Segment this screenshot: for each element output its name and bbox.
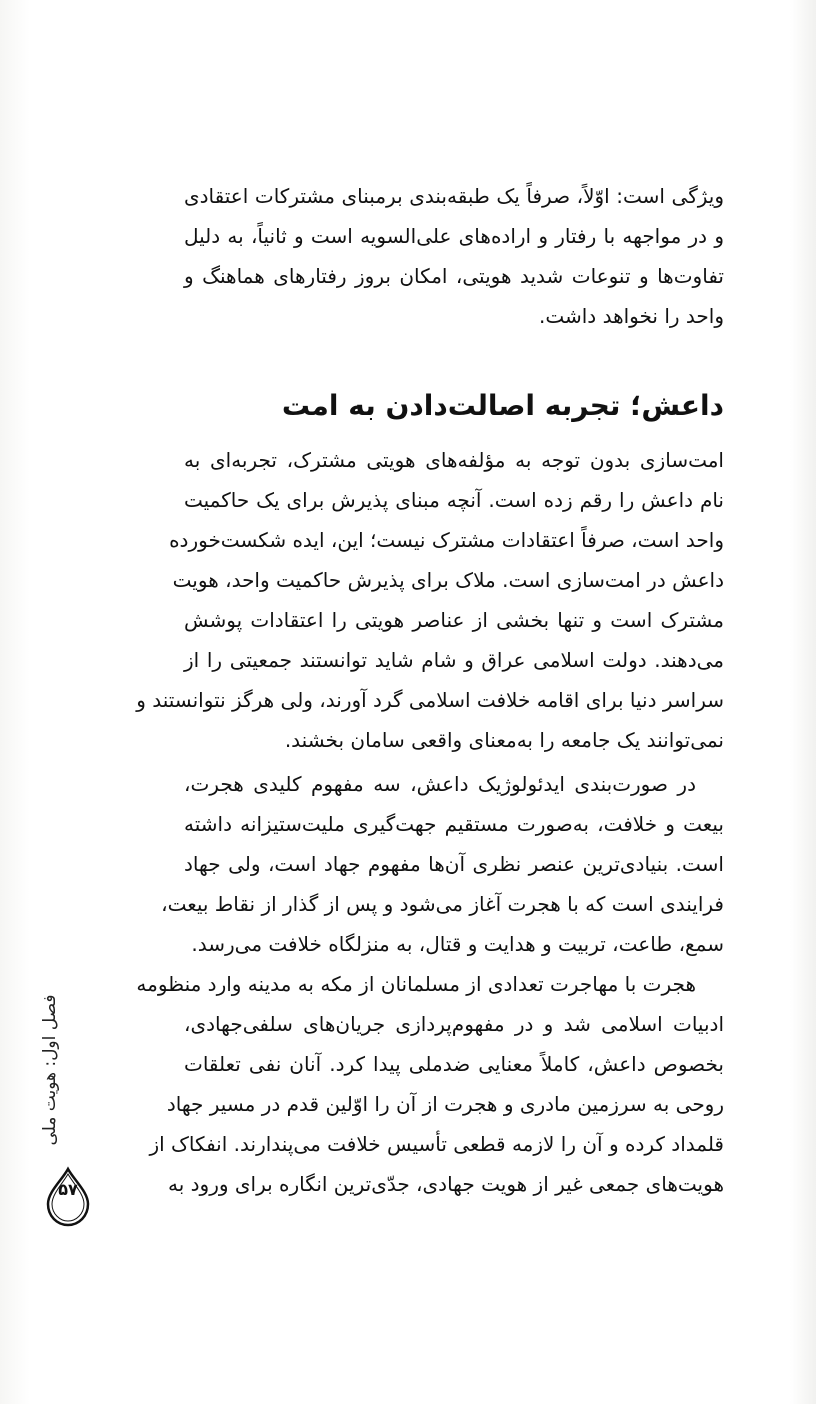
text-line: تفاوت‌ها و تنوعات شدید هویتی، امکان بروز رفتارهای هماهنگ و [184,264,724,288]
text-line: امت‌سازی بدون توجه به مؤلفه‌های هویتی مشترک، تجربه‌ای به [184,448,724,472]
text-line: نام داعش را رقم زده است. آنچه مبنای پذیرش برای یک حاکمیت [184,488,724,512]
paragraph-intro [184,176,724,336]
section-heading: داعش؛ تجربه اصالت‌دادن به امت [281,389,724,422]
text-line: بخصوص داعش، کاملاً معنایی ضدملی پیدا کرد. آنان نفی تعلقات [184,1052,724,1076]
text-line: روحی به سرزمین مادری و هجرت از آن را اوّلین قدم در مسیر جهاد [166,1092,724,1116]
text-line: هجرت با مهاجرت تعدادی از مسلمانان از مکه به مدینه وارد منظومه [136,972,696,996]
text-line: واحد را نخواهد داشت. [539,304,724,328]
text-line: می‌دهند. دولت اسلامی عراق و شام شاید توانستند جمعیتی را از [184,648,724,672]
running-head: فصل اول: هویت ملی [40,994,60,1146]
text-line: ادبیات اسلامی شد و در مفهوم‌پردازی جریان‌های سلفی‌جهادی، [184,1012,724,1036]
text-line: قلمداد کرده و آن را لازمه قطعی تأسیس خلافت می‌پندارند. انفکاک از [149,1132,724,1156]
text-line: ویژگی است: اوّلاً، صرفاً یک طبقه‌بندی برمبنای مشترکات اعتقادی [184,184,724,208]
text-line: بیعت و خلافت، به‌صورت مستقیم جهت‌گیری ملیت‌ستیزانه داشته [184,812,724,836]
page-number-badge [44,1166,92,1228]
text-line: فرایندی است که با هجرت آغاز می‌شود و پس از گذار از نقاط بیعت، [161,892,724,916]
text-line: و در مواجهه با رفتار و اراده‌های علی‌السویه است و ثانیاً، به دلیل [184,224,724,248]
text-line: است. بنیادی‌ترین عنصر نظری آن‌ها مفهوم جهاد است، ولی جهاد [184,852,724,876]
text-line: نمی‌توانند یک جامعه را به‌معنای واقعی سامان بخشند. [284,728,724,752]
paragraph-hijrat [136,964,724,1204]
text-line: سراسر دنیا برای اقامه خلافت اسلامی گرد آورند، ولی هرگز نتوانستند و [136,688,724,712]
text-line: مشترک است و تنها بخشی از عناصر هویتی را اعتقادات پوشش [184,608,724,632]
text-line: واحد است، صرفاً اعتقادات مشترک نیست؛ این، ایده شکست‌خورده [169,528,724,552]
text-line: داعش در امت‌سازی است. ملاک برای پذیرش حاکمیت واحد، هویت [172,568,724,592]
text-line: در صورت‌بندی ایدئولوژیک داعش، سه مفهوم کلیدی هجرت، [184,772,696,796]
paragraph-ummah [136,440,724,760]
text-line: سمع، طاعت، تربیت و هدایت و قتال، به منزلگاه خلافت می‌رسد. [191,932,724,956]
paragraph-ideology [161,764,724,964]
text-line: هویت‌های جمعی غیر از هویت جهادی، جدّی‌ترین انگاره برای ورود به [167,1172,724,1196]
page-number: ۵۷ [58,1180,78,1199]
